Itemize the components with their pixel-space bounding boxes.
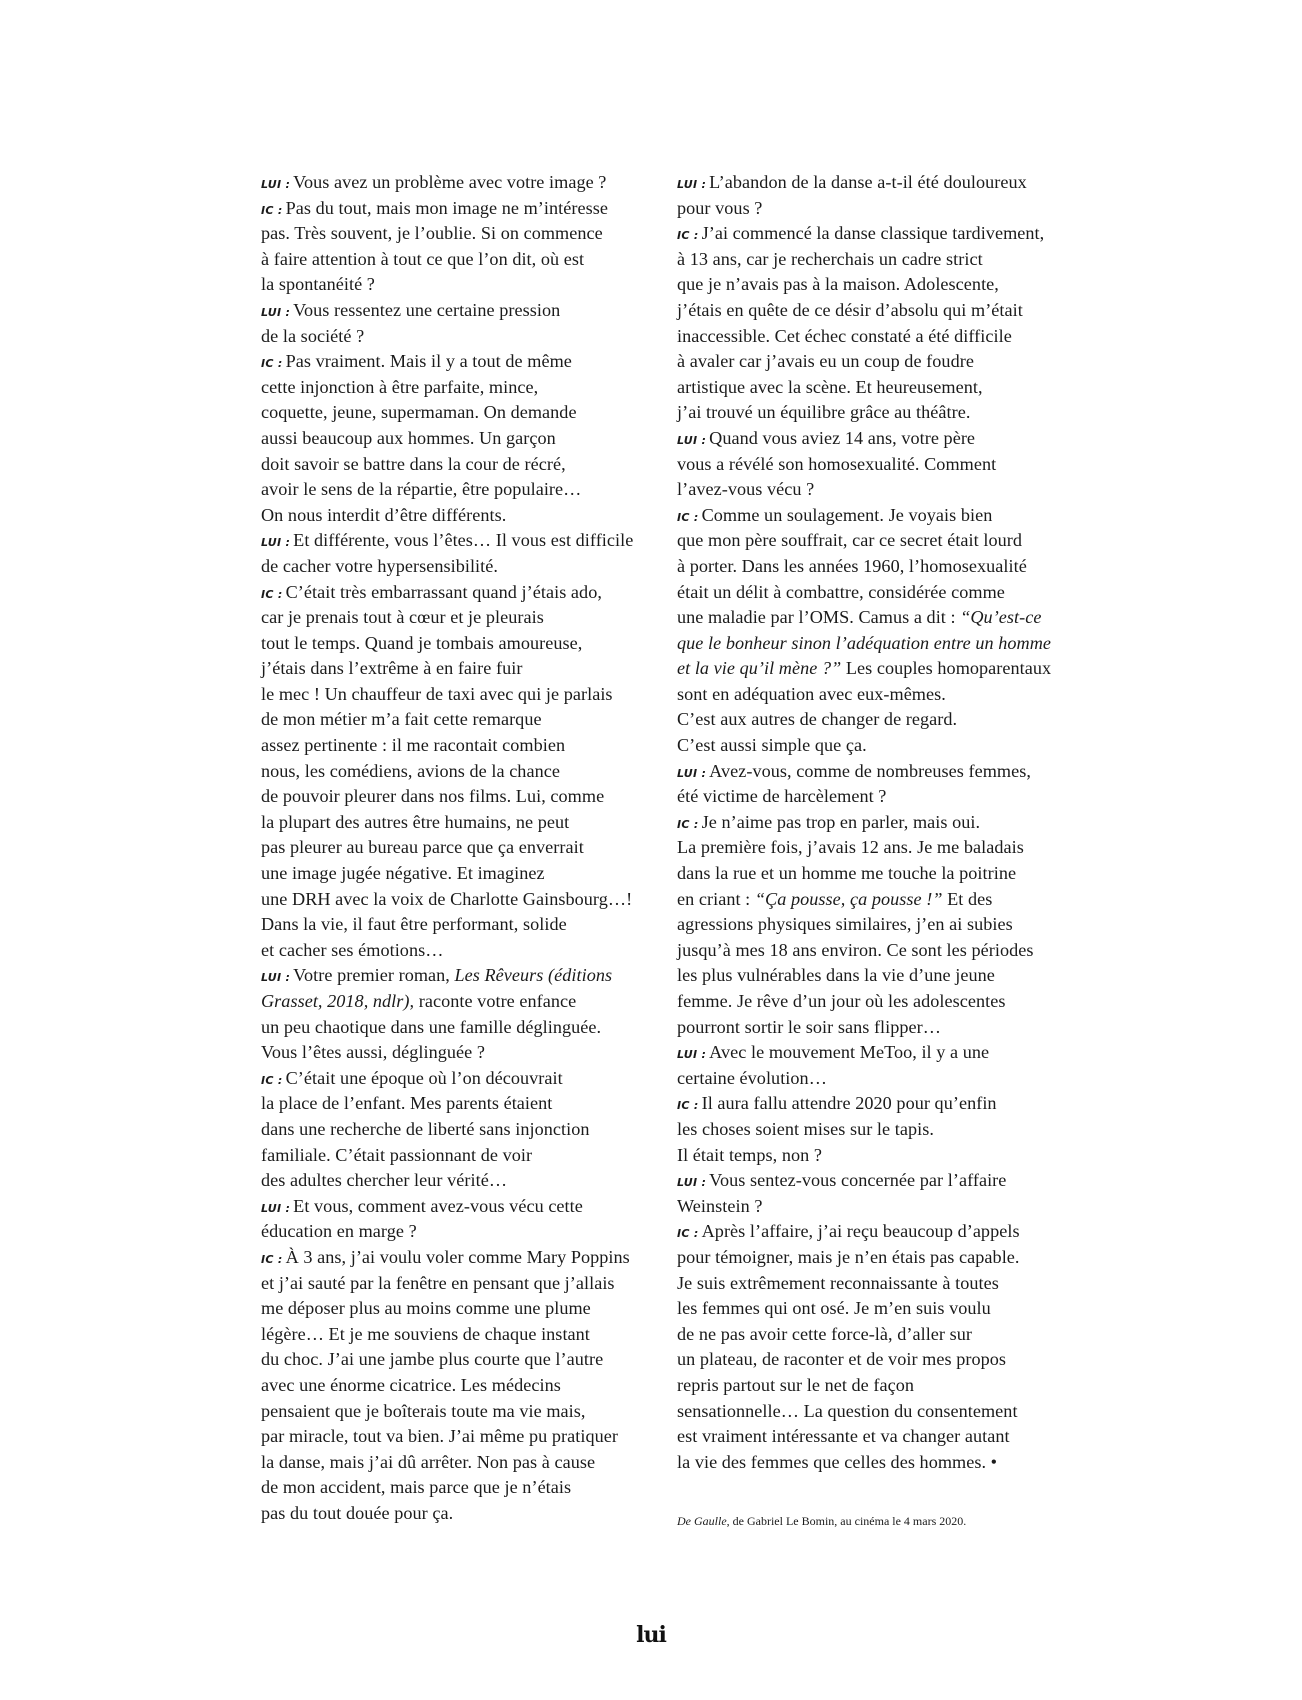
- body-text: que mon père souffrait, car ce secret était lourd: [677, 530, 1022, 551]
- body-text: raconte votre enfance: [414, 991, 577, 1011]
- body-text: nous, les comédiens, avions de la chance: [261, 760, 560, 781]
- text-line: [261, 1194, 681, 1220]
- speaker-label: LUI :: [261, 971, 291, 985]
- text-line: [261, 989, 681, 1015]
- body-text: sensationnelle… La question du consentement: [677, 1400, 1018, 1421]
- text-line: [677, 963, 1097, 989]
- text-line: [261, 503, 681, 529]
- text-line: [677, 477, 1097, 503]
- body-text: un plateau, de raconter et de voir mes propos: [677, 1349, 1007, 1370]
- text-line: [261, 170, 681, 196]
- text-line: [677, 1143, 1097, 1169]
- body-text: à avaler car j’avais eu un coup de foudre: [677, 351, 974, 372]
- text-line: [677, 1322, 1097, 1348]
- text-line: [261, 1219, 681, 1245]
- body-text: le mec ! Un chauffeur de taxi avec qui je parlais: [261, 683, 613, 704]
- text-line: [677, 272, 1097, 298]
- italic-text: que le bonheur sinon l’adéquation entre un homme: [677, 632, 1051, 653]
- text-line: [677, 196, 1097, 222]
- text-line: [677, 1066, 1097, 1092]
- text-line: [261, 1117, 681, 1143]
- text-line: [261, 426, 681, 452]
- speaker-label: LUI :: [677, 1176, 707, 1190]
- body-text: On nous interdit d’être différents.: [261, 504, 507, 525]
- text-line: [261, 656, 681, 682]
- speaker-label: LUI :: [261, 178, 291, 191]
- body-text: une maladie par l’OMS. Camus a dit :: [677, 607, 961, 628]
- text-line: [261, 196, 681, 222]
- text-line: [677, 938, 1097, 964]
- body-text: légère… Et je me souviens de chaque instant: [261, 1323, 590, 1344]
- text-line: [261, 759, 681, 785]
- text-line: [261, 400, 681, 426]
- text-line: [677, 170, 1097, 196]
- body-text: la spontanéité ?: [261, 274, 375, 295]
- body-text: Il était temps, non ?: [677, 1144, 822, 1165]
- text-line: [261, 580, 681, 606]
- body-text: sont en adéquation avec eux-mêmes.: [677, 683, 946, 704]
- body-text: C’est aussi simple que ça.: [677, 735, 867, 756]
- body-text: des adultes chercher leur vérité…: [261, 1170, 508, 1191]
- body-text: L’abandon de la danse a-t-il été douloureux: [709, 172, 1027, 192]
- body-text: était un délit à combattre, considérée comme: [677, 581, 1005, 602]
- text-line: [677, 707, 1097, 733]
- body-text: la place de l’enfant. Mes parents étaient: [261, 1093, 553, 1114]
- body-text: Et des: [942, 888, 993, 909]
- text-line: [261, 1245, 681, 1271]
- text-line: [677, 912, 1097, 938]
- speaker-label: IC :: [677, 510, 699, 524]
- speaker-label: LUI :: [261, 536, 291, 550]
- body-text: certaine évolution…: [677, 1067, 827, 1088]
- text-line: [261, 1450, 681, 1476]
- speaker-label: IC :: [677, 1099, 699, 1113]
- speaker-label: IC :: [677, 1227, 699, 1241]
- body-text: à faire attention à tout ce que l’on dit, où est: [261, 248, 585, 269]
- body-text: car je prenais tout à cœur et je pleurais: [261, 607, 544, 628]
- text-line: [261, 810, 681, 836]
- text-line: [677, 605, 1097, 631]
- text-line: [261, 1040, 681, 1066]
- body-text: de la société ?: [261, 325, 365, 346]
- text-line: [261, 1322, 681, 1348]
- text-line: [677, 375, 1097, 401]
- text-line: [677, 400, 1097, 426]
- body-text: C’était une époque où l’on découvrait: [285, 1067, 563, 1088]
- text-line: [261, 528, 681, 554]
- text-line: [677, 247, 1097, 273]
- body-text: repris partout sur le net de façon: [677, 1374, 915, 1395]
- body-text: dans la rue et un homme me touche la poitrine: [677, 863, 1017, 884]
- body-text: me déposer plus au moins comme une plume: [261, 1298, 591, 1319]
- text-line: [261, 1424, 681, 1450]
- body-text: j’ai trouvé un équilibre grâce au théâtre.: [677, 402, 971, 423]
- body-text: un peu chaotique dans une famille déglinguée.: [261, 1016, 602, 1037]
- text-line: [261, 247, 681, 273]
- body-text: de pouvoir pleurer dans nos films. Lui, comme: [261, 786, 605, 807]
- body-text: La première fois, j’avais 12 ans. Je me baladais: [677, 837, 1024, 858]
- text-line: [261, 733, 681, 759]
- text-line: [261, 631, 681, 657]
- text-line: [261, 835, 681, 861]
- body-text: coquette, jeune, supermaman. On demande: [261, 402, 577, 423]
- body-text: été victime de harcèlement ?: [677, 786, 887, 807]
- body-text: les femmes qui ont osé. Je m’en suis voulu: [677, 1298, 991, 1319]
- speaker-label: LUI :: [677, 1048, 707, 1062]
- text-line: [261, 1399, 681, 1425]
- speaker-label: IC :: [677, 817, 699, 831]
- text-line: [677, 1015, 1097, 1041]
- body-text: la vie des femmes que celles des hommes. •: [677, 1451, 998, 1472]
- text-line: [677, 1373, 1097, 1399]
- body-text: inaccessible. Cet échec constaté a été difficile: [677, 325, 1012, 346]
- body-text: Comme un soulagement. Je voyais bien: [701, 504, 993, 525]
- body-text: pas. Très souvent, je l’oublie. Si on commence: [261, 223, 603, 244]
- body-text: Pas du tout, mais mon image ne m’intéresse: [285, 197, 608, 218]
- text-line: [261, 1168, 681, 1194]
- text-line: [261, 554, 681, 580]
- body-text: et cacher ses émotions…: [261, 939, 444, 960]
- text-line: [261, 1347, 681, 1373]
- film-credit-details: , de Gabriel Le Bomin, au cinéma le 4 mars 2020.: [726, 1514, 967, 1528]
- body-text: Vous l’êtes aussi, déglinguée ?: [261, 1042, 485, 1063]
- text-line: [261, 707, 681, 733]
- body-text: du choc. J’ai une jambe plus courte que l’autre: [261, 1349, 604, 1370]
- text-line: [677, 1424, 1097, 1450]
- text-line: [677, 1245, 1097, 1271]
- text-line: [677, 1399, 1097, 1425]
- text-line: [677, 989, 1097, 1015]
- body-text: avoir le sens de la répartie, être populaire…: [261, 479, 582, 500]
- body-text: une image jugée négative. Et imaginez: [261, 863, 545, 884]
- body-text: agressions physiques similaires, j’en ai subies: [677, 914, 1013, 935]
- text-line: [261, 1373, 681, 1399]
- body-text: Les couples homoparentaux: [841, 658, 1052, 679]
- text-line: [677, 1219, 1097, 1245]
- body-text: pensaient que je boîterais toute ma vie mais,: [261, 1400, 586, 1421]
- body-text: en criant :: [677, 888, 755, 909]
- text-line: [677, 324, 1097, 350]
- body-text: Je n’aime pas trop en parler, mais oui.: [701, 811, 981, 832]
- body-text: de ne pas avoir cette force-là, d’aller sur: [677, 1323, 973, 1344]
- text-line: [677, 759, 1097, 785]
- body-text: et j’ai sauté par la fenêtre en pensant que j’allais: [261, 1272, 615, 1293]
- text-line: [677, 656, 1097, 682]
- speaker-label: IC :: [261, 357, 283, 371]
- text-line: [261, 221, 681, 247]
- text-line: [261, 605, 681, 631]
- text-line: [677, 1117, 1097, 1143]
- body-text: Et différente, vous l’êtes… Il vous est difficile: [293, 530, 634, 551]
- speaker-label: LUI :: [677, 433, 707, 447]
- text-line: [677, 1168, 1097, 1194]
- body-text: Quand vous aviez 14 ans, votre père: [709, 427, 976, 448]
- text-line: [261, 1091, 681, 1117]
- text-line: [261, 349, 681, 375]
- body-text: pour témoigner, mais je n’en étais pas capable.: [677, 1246, 1020, 1267]
- text-line: [677, 733, 1097, 759]
- italic-text: “Qu’est-ce: [960, 607, 1042, 628]
- body-text: assez pertinente : il me racontait combien: [261, 735, 566, 756]
- body-text: les plus vulnérables dans la vie d’une jeune: [677, 965, 995, 986]
- text-line: [677, 1091, 1097, 1117]
- body-text: Vous sentez-vous concernée par l’affaire: [709, 1170, 1007, 1191]
- interview-column-left: [261, 170, 681, 1526]
- body-text: avec une énorme cicatrice. Les médecins: [261, 1374, 561, 1395]
- text-line: [677, 1194, 1097, 1220]
- body-text: pourront sortir le soir sans flipper…: [677, 1016, 942, 1037]
- interview-column-right: [677, 170, 1097, 1475]
- body-text: aussi beaucoup aux hommes. Un garçon: [261, 427, 556, 448]
- body-text: femme. Je rêve d’un jour où les adolescentes: [677, 991, 1006, 1011]
- body-text: pas du tout douée pour ça.: [261, 1502, 454, 1523]
- body-text: Vous avez un problème avec votre image ?: [293, 172, 607, 192]
- text-line: [677, 784, 1097, 810]
- body-text: doit savoir se battre dans la cour de récré,: [261, 453, 566, 474]
- text-line: [261, 272, 681, 298]
- text-line: [261, 682, 681, 708]
- text-line: [261, 861, 681, 887]
- body-text: l’avez-vous vécu ?: [677, 479, 815, 500]
- body-text: de cacher votre hypersensibilité.: [261, 555, 498, 576]
- text-line: [677, 1347, 1097, 1373]
- body-text: C’était très embarrassant quand j’étais ado,: [285, 581, 602, 602]
- text-line: [677, 452, 1097, 478]
- speaker-label: LUI :: [261, 1201, 291, 1215]
- speaker-label: IC :: [677, 229, 699, 243]
- body-text: est vraiment intéressante et va changer autant: [677, 1426, 1010, 1447]
- body-text: par miracle, tout va bien. J’ai même pu pratiquer: [261, 1426, 618, 1447]
- speaker-label: IC :: [261, 1252, 283, 1266]
- body-text: Avez-vous, comme de nombreuses femmes,: [709, 760, 1031, 781]
- text-line: [261, 1015, 681, 1041]
- body-text: Avec le mouvement MeToo, il y a une: [709, 1042, 990, 1063]
- body-text: la plupart des autres être humains, ne peut: [261, 811, 570, 832]
- body-text: pour vous ?: [677, 197, 763, 218]
- text-line: [261, 938, 681, 964]
- text-line: [677, 810, 1097, 836]
- text-line: [261, 1501, 681, 1527]
- body-text: tout le temps. Quand je tombais amoureuse,: [261, 632, 583, 653]
- film-title: De Gaulle: [677, 1514, 727, 1528]
- body-text: Votre premier roman,: [293, 965, 455, 986]
- body-text: jusqu’à mes 18 ans environ. Ce sont les périodes: [677, 939, 1034, 960]
- body-text: Pas vraiment. Mais il y a tout de même: [285, 351, 572, 372]
- body-text: Et vous, comment avez-vous vécu cette: [293, 1195, 583, 1216]
- text-line: [677, 298, 1097, 324]
- body-text: une DRH avec la voix de Charlotte Gainsbourg…!: [261, 888, 633, 909]
- speaker-label: LUI :: [677, 178, 707, 191]
- text-line: [261, 1271, 681, 1297]
- body-text: la danse, mais j’ai dû arrêter. Non pas à cause: [261, 1451, 596, 1472]
- text-line: [677, 554, 1097, 580]
- body-text: dans une recherche de liberté sans injonction: [261, 1118, 590, 1139]
- text-line: [261, 784, 681, 810]
- film-credit: [677, 1514, 1097, 1529]
- text-line: [261, 1296, 681, 1322]
- text-line: [677, 887, 1097, 913]
- text-line: [677, 580, 1097, 606]
- italic-text: Les Rêveurs (éditions: [454, 965, 613, 986]
- text-line: [261, 912, 681, 938]
- text-line: [261, 1475, 681, 1501]
- text-line: [677, 1296, 1097, 1322]
- body-text: à 13 ans, car je recherchais un cadre strict: [677, 248, 983, 269]
- text-line: [677, 835, 1097, 861]
- speaker-label: IC :: [261, 203, 283, 217]
- speaker-label: IC :: [261, 587, 283, 601]
- body-text: pas pleurer au bureau parce que ça enverrait: [261, 837, 584, 858]
- body-text: de mon métier m’a fait cette remarque: [261, 709, 542, 730]
- body-text: j’étais dans l’extrême à en faire fuir: [261, 658, 523, 679]
- body-text: les choses soient mises sur le tapis.: [677, 1118, 934, 1139]
- body-text: artistique avec la scène. Et heureusement,: [677, 376, 983, 397]
- text-line: [261, 963, 681, 989]
- text-line: [677, 221, 1097, 247]
- text-line: [677, 631, 1097, 657]
- body-text: Vous ressentez une certaine pression: [293, 299, 561, 320]
- body-text: que je n’avais pas à la maison. Adolescente,: [677, 274, 999, 295]
- text-line: [261, 452, 681, 478]
- body-text: cette injonction à être parfaite, mince,: [261, 376, 539, 397]
- text-line: [677, 682, 1097, 708]
- body-text: Après l’affaire, j’ai reçu beaucoup d’appels: [701, 1221, 1020, 1242]
- text-line: [261, 1066, 681, 1092]
- body-text: vous a révélé son homosexualité. Comment: [677, 453, 997, 474]
- text-line: [261, 324, 681, 350]
- body-text: Dans la vie, il faut être performant, solide: [261, 914, 567, 935]
- body-text: Weinstein ?: [677, 1195, 763, 1216]
- text-line: [677, 1271, 1097, 1297]
- text-line: [677, 426, 1097, 452]
- speaker-label: LUI :: [677, 766, 707, 780]
- speaker-label: LUI :: [261, 305, 291, 319]
- body-text: Je suis extrêmement reconnaissante à toutes: [677, 1272, 999, 1293]
- body-text: j’étais en quête de ce désir d’absolu qui m’était: [677, 299, 1023, 320]
- text-line: [677, 503, 1097, 529]
- italic-text: et la vie qu’il mène ?”: [677, 658, 842, 679]
- body-text: À 3 ans, j’ai voulu voler comme Mary Poppins: [285, 1246, 630, 1267]
- italic-text: Grasset, 2018, ndlr),: [261, 991, 415, 1011]
- text-line: [261, 887, 681, 913]
- text-line: [261, 477, 681, 503]
- text-line: [677, 1040, 1097, 1066]
- body-text: familiale. C’était passionnant de voir: [261, 1144, 533, 1165]
- body-text: C’est aux autres de changer de regard.: [677, 709, 958, 730]
- text-line: [261, 375, 681, 401]
- lui-logo: lui: [636, 1622, 666, 1648]
- body-text: de mon accident, mais parce que je n’étais: [261, 1477, 572, 1498]
- speaker-label: IC :: [261, 1073, 283, 1087]
- text-line: [677, 861, 1097, 887]
- text-line: [677, 349, 1097, 375]
- text-line: [677, 528, 1097, 554]
- text-line: [261, 1143, 681, 1169]
- italic-text: “Ça pousse, ça pousse !”: [754, 888, 943, 909]
- text-line: [677, 1450, 1097, 1476]
- body-text: Il aura fallu attendre 2020 pour qu’enfin: [701, 1093, 997, 1114]
- body-text: éducation en marge ?: [261, 1221, 417, 1242]
- text-line: [261, 298, 681, 324]
- body-text: à porter. Dans les années 1960, l’homosexualité: [677, 555, 1027, 576]
- body-text: J’ai commencé la danse classique tardivement,: [701, 223, 1045, 244]
